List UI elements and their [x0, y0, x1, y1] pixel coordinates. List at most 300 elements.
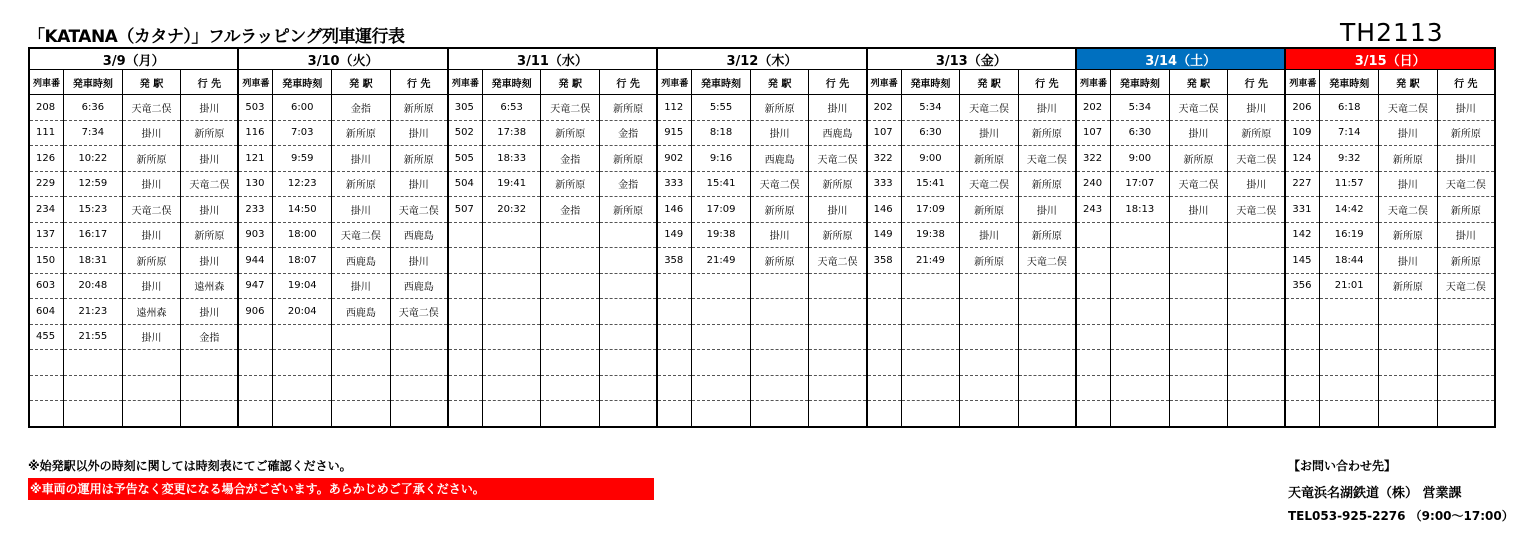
train-number-cell: 116 [238, 120, 273, 146]
train-number-cell [238, 350, 273, 376]
table-row [29, 299, 1495, 325]
departure-time-header: 発車時刻 [1111, 70, 1170, 95]
departure-time-cell [1111, 324, 1170, 350]
document-code: TH2113 [1340, 18, 1444, 47]
origin-cell: 天竜二俣 [332, 222, 391, 248]
destination-cell: 新所原 [390, 95, 448, 121]
origin-cell: 天竜二俣 [1379, 197, 1438, 223]
destination-cell [390, 401, 448, 427]
departure-time-cell: 18:44 [1320, 248, 1379, 274]
destination-cell: 天竜二俣 [809, 146, 867, 172]
destination-cell [1228, 375, 1286, 401]
destination-cell [600, 222, 658, 248]
train-number-cell [448, 222, 483, 248]
origin-cell: 天竜二俣 [541, 95, 600, 121]
day-header-row [29, 48, 1495, 70]
origin-cell [1379, 324, 1438, 350]
origin-cell [1379, 401, 1438, 427]
destination-cell: 新所原 [1018, 171, 1076, 197]
destination-header: 行 先 [1228, 70, 1286, 95]
train-number-cell [1285, 324, 1320, 350]
origin-cell [122, 350, 181, 376]
table-row [29, 401, 1495, 427]
train-number-cell [867, 375, 902, 401]
timetable [28, 47, 1496, 428]
departure-time-cell [482, 248, 541, 274]
destination-cell: 天竜二俣 [1437, 171, 1495, 197]
destination-cell [600, 401, 658, 427]
origin-cell: 新所原 [122, 146, 181, 172]
origin-cell: 掛川 [332, 146, 391, 172]
departure-time-cell [692, 350, 751, 376]
destination-cell: 西鹿島 [390, 222, 448, 248]
destination-cell: 掛川 [1437, 95, 1495, 121]
destination-cell [1018, 273, 1076, 299]
train-number-cell: 906 [238, 299, 273, 325]
origin-cell [960, 273, 1019, 299]
departure-time-cell: 9:59 [273, 146, 332, 172]
departure-time-cell [1111, 375, 1170, 401]
day-header: 3/14（土） [1076, 48, 1285, 70]
train-number-cell: 243 [1076, 197, 1111, 223]
departure-time-header: 発車時刻 [1320, 70, 1379, 95]
train-number-cell [867, 324, 902, 350]
train-number-cell: 124 [1285, 146, 1320, 172]
train-number-cell: 107 [867, 120, 902, 146]
table-row [29, 248, 1495, 274]
origin-cell: 掛川 [122, 324, 181, 350]
train-number-cell [657, 324, 692, 350]
train-number-cell: 121 [238, 146, 273, 172]
origin-cell [750, 375, 809, 401]
table-row [29, 222, 1495, 248]
origin-cell: 新所原 [1379, 273, 1438, 299]
departure-time-cell [692, 273, 751, 299]
train-number-cell [1285, 299, 1320, 325]
departure-time-cell [901, 324, 960, 350]
day-header: 3/11（水） [448, 48, 657, 70]
destination-cell: 掛川 [1018, 197, 1076, 223]
departure-time-header: 発車時刻 [64, 70, 123, 95]
destination-cell [809, 401, 867, 427]
destination-header: 行 先 [1437, 70, 1495, 95]
origin-cell [750, 324, 809, 350]
destination-cell: 新所原 [390, 146, 448, 172]
departure-time-cell: 6:00 [273, 95, 332, 121]
table-row [29, 350, 1495, 376]
departure-time-cell [482, 299, 541, 325]
train-number-cell: 505 [448, 146, 483, 172]
departure-time-cell: 18:00 [273, 222, 332, 248]
train-number-cell [1076, 350, 1111, 376]
departure-time-cell: 16:17 [64, 222, 123, 248]
destination-cell: 天竜二俣 [390, 197, 448, 223]
destination-cell: 新所原 [1437, 248, 1495, 274]
origin-cell: 新所原 [1169, 146, 1228, 172]
train-number-cell [448, 299, 483, 325]
origin-cell: 掛川 [960, 120, 1019, 146]
train-number-cell: 109 [1285, 120, 1320, 146]
destination-cell [390, 324, 448, 350]
departure-time-cell [692, 324, 751, 350]
departure-time-cell: 6:36 [64, 95, 123, 121]
origin-cell: 西鹿島 [332, 299, 391, 325]
train-number-cell [238, 375, 273, 401]
origin-cell: 新所原 [332, 171, 391, 197]
change-notice: ※車両の運用は予告なく変更になる場合がございます。あらかじめご了承ください。 [28, 478, 654, 500]
destination-cell: 新所原 [1018, 120, 1076, 146]
destination-cell [1228, 222, 1286, 248]
table-row [29, 197, 1495, 223]
timetable-body [29, 95, 1495, 427]
origin-cell [541, 401, 600, 427]
contact-heading: 【お問い合わせ先】 [1288, 459, 1397, 473]
origin-cell: 掛川 [122, 120, 181, 146]
destination-header: 行 先 [390, 70, 448, 95]
departure-time-cell [1111, 222, 1170, 248]
origin-cell: 金指 [332, 95, 391, 121]
destination-cell: 新所原 [181, 120, 239, 146]
destination-cell [600, 375, 658, 401]
table-row [29, 146, 1495, 172]
destination-cell: 掛川 [390, 120, 448, 146]
departure-time-cell: 18:31 [64, 248, 123, 274]
day-header: 3/10（火） [238, 48, 447, 70]
departure-time-cell [273, 375, 332, 401]
departure-time-cell [64, 401, 123, 427]
train-number-cell: 331 [1285, 197, 1320, 223]
train-number-cell [448, 350, 483, 376]
train-number-cell [1076, 401, 1111, 427]
origin-cell [750, 299, 809, 325]
departure-time-cell: 17:09 [692, 197, 751, 223]
destination-cell [1018, 350, 1076, 376]
train-number-cell [1076, 375, 1111, 401]
origin-cell [332, 324, 391, 350]
departure-time-cell [273, 350, 332, 376]
train-number-cell [1076, 273, 1111, 299]
departure-time-cell: 9:00 [1111, 146, 1170, 172]
train-number-cell [29, 401, 64, 427]
departure-time-cell: 17:38 [482, 120, 541, 146]
origin-cell: 天竜二俣 [960, 171, 1019, 197]
train-number-cell: 150 [29, 248, 64, 274]
destination-cell [600, 273, 658, 299]
origin-cell [750, 273, 809, 299]
destination-cell: 掛川 [181, 248, 239, 274]
destination-cell: 天竜二俣 [390, 299, 448, 325]
destination-cell [1228, 248, 1286, 274]
origin-header: 発 駅 [1379, 70, 1438, 95]
train-number-cell [657, 273, 692, 299]
departure-time-cell [1320, 375, 1379, 401]
destination-cell: 新所原 [1437, 120, 1495, 146]
departure-time-cell: 18:07 [273, 248, 332, 274]
train-number-cell: 322 [867, 146, 902, 172]
day-header: 3/12（木） [657, 48, 866, 70]
train-number-cell: 234 [29, 197, 64, 223]
departure-time-cell: 14:42 [1320, 197, 1379, 223]
train-number-cell: 603 [29, 273, 64, 299]
train-number-cell [238, 324, 273, 350]
destination-cell: 掛川 [390, 171, 448, 197]
origin-cell: 天竜二俣 [750, 171, 809, 197]
origin-cell: 新所原 [960, 146, 1019, 172]
train-number-cell: 502 [448, 120, 483, 146]
train-number-cell [448, 324, 483, 350]
destination-cell: 新所原 [600, 95, 658, 121]
origin-cell: 掛川 [750, 120, 809, 146]
train-number-cell: 227 [1285, 171, 1320, 197]
train-number-cell: 233 [238, 197, 273, 223]
train-number-cell: 356 [1285, 273, 1320, 299]
destination-cell: 新所原 [181, 222, 239, 248]
contact-phone: TEL053-925-2276 （9:00～17:00） [1288, 509, 1514, 523]
train-number-header: 列車番 [1285, 70, 1320, 95]
train-number-cell: 111 [29, 120, 64, 146]
destination-cell: 金指 [181, 324, 239, 350]
train-number-cell [1076, 299, 1111, 325]
departure-time-cell: 17:09 [901, 197, 960, 223]
train-number-cell: 142 [1285, 222, 1320, 248]
train-number-cell: 333 [867, 171, 902, 197]
destination-cell [809, 273, 867, 299]
departure-time-cell: 6:18 [1320, 95, 1379, 121]
departure-time-cell: 21:49 [692, 248, 751, 274]
destination-cell: 掛川 [1437, 146, 1495, 172]
origin-cell [1169, 401, 1228, 427]
train-number-header: 列車番 [448, 70, 483, 95]
train-number-cell: 126 [29, 146, 64, 172]
destination-header: 行 先 [1018, 70, 1076, 95]
destination-cell [1018, 375, 1076, 401]
departure-time-cell [482, 273, 541, 299]
origin-cell: 掛川 [750, 222, 809, 248]
destination-cell [809, 350, 867, 376]
departure-time-cell: 16:19 [1320, 222, 1379, 248]
train-number-cell: 206 [1285, 95, 1320, 121]
origin-cell: 新所原 [750, 95, 809, 121]
table-row [29, 120, 1495, 146]
destination-cell: 新所原 [600, 146, 658, 172]
train-number-header: 列車番 [1076, 70, 1111, 95]
departure-time-cell: 12:23 [273, 171, 332, 197]
origin-cell: 掛川 [1379, 120, 1438, 146]
origin-cell: 掛川 [122, 222, 181, 248]
origin-cell: 新所原 [1379, 146, 1438, 172]
destination-cell [1018, 401, 1076, 427]
departure-time-cell [482, 324, 541, 350]
destination-cell: 新所原 [809, 222, 867, 248]
train-number-cell [238, 401, 273, 427]
departure-time-cell [482, 375, 541, 401]
train-number-cell: 507 [448, 197, 483, 223]
departure-time-cell: 5:55 [692, 95, 751, 121]
destination-cell: 新所原 [1437, 197, 1495, 223]
train-number-cell: 146 [657, 197, 692, 223]
destination-cell: 掛川 [390, 248, 448, 274]
origin-cell [960, 375, 1019, 401]
departure-time-cell [901, 401, 960, 427]
origin-cell [122, 375, 181, 401]
table-row [29, 95, 1495, 121]
day-header: 3/13（金） [867, 48, 1076, 70]
destination-cell: 遠州森 [181, 273, 239, 299]
origin-cell: 天竜二俣 [122, 95, 181, 121]
origin-cell: 天竜二俣 [122, 197, 181, 223]
origin-cell: 西鹿島 [750, 146, 809, 172]
origin-cell [960, 350, 1019, 376]
departure-time-cell: 9:00 [901, 146, 960, 172]
origin-cell [1169, 222, 1228, 248]
origin-cell [960, 401, 1019, 427]
departure-time-cell: 6:30 [1111, 120, 1170, 146]
departure-time-cell [1111, 350, 1170, 376]
departure-time-cell [901, 375, 960, 401]
departure-time-cell: 6:53 [482, 95, 541, 121]
departure-time-cell [482, 401, 541, 427]
table-row [29, 171, 1495, 197]
departure-time-cell: 20:04 [273, 299, 332, 325]
destination-cell [1228, 299, 1286, 325]
origin-cell: 西鹿島 [332, 248, 391, 274]
departure-time-cell [901, 350, 960, 376]
origin-cell [541, 248, 600, 274]
train-number-cell: 358 [657, 248, 692, 274]
origin-cell: 掛川 [1169, 120, 1228, 146]
destination-cell [1437, 401, 1495, 427]
origin-cell [541, 299, 600, 325]
departure-time-cell [901, 299, 960, 325]
destination-cell: 新所原 [1018, 222, 1076, 248]
departure-time-cell: 12:59 [64, 171, 123, 197]
departure-time-cell: 6:30 [901, 120, 960, 146]
origin-cell: 金指 [541, 146, 600, 172]
departure-time-cell: 18:13 [1111, 197, 1170, 223]
train-number-cell [867, 401, 902, 427]
departure-time-cell [1320, 324, 1379, 350]
departure-time-cell: 21:55 [64, 324, 123, 350]
destination-cell [1018, 324, 1076, 350]
destination-cell: 西鹿島 [809, 120, 867, 146]
origin-cell: 新所原 [960, 197, 1019, 223]
origin-header: 発 駅 [1169, 70, 1228, 95]
departure-time-cell [273, 324, 332, 350]
departure-time-cell: 9:16 [692, 146, 751, 172]
origin-header: 発 駅 [960, 70, 1019, 95]
departure-time-header: 発車時刻 [692, 70, 751, 95]
departure-time-cell: 9:32 [1320, 146, 1379, 172]
destination-cell: 掛川 [181, 95, 239, 121]
departure-time-cell [482, 350, 541, 376]
destination-cell: 掛川 [1018, 95, 1076, 121]
origin-cell: 新所原 [541, 171, 600, 197]
origin-cell: 天竜二俣 [960, 95, 1019, 121]
destination-cell: 金指 [600, 120, 658, 146]
destination-cell [181, 401, 239, 427]
departure-time-cell [64, 350, 123, 376]
departure-time-cell: 11:57 [1320, 171, 1379, 197]
departure-time-cell [1320, 401, 1379, 427]
origin-cell [332, 375, 391, 401]
train-number-cell: 149 [657, 222, 692, 248]
origin-cell: 天竜二俣 [1379, 95, 1438, 121]
departure-time-cell [692, 375, 751, 401]
destination-cell [809, 324, 867, 350]
departure-time-cell: 7:34 [64, 120, 123, 146]
train-number-cell [867, 350, 902, 376]
origin-header: 発 駅 [122, 70, 181, 95]
departure-time-cell: 20:48 [64, 273, 123, 299]
train-number-cell [448, 401, 483, 427]
train-number-cell: 902 [657, 146, 692, 172]
origin-cell: 天竜二俣 [1169, 171, 1228, 197]
origin-cell [122, 401, 181, 427]
train-number-cell: 137 [29, 222, 64, 248]
origin-cell: 掛川 [332, 197, 391, 223]
column-header-row [29, 70, 1495, 95]
origin-cell [1169, 350, 1228, 376]
origin-cell [541, 273, 600, 299]
destination-cell: 掛川 [809, 95, 867, 121]
origin-cell: 掛川 [332, 273, 391, 299]
origin-cell [332, 401, 391, 427]
table-row [29, 324, 1495, 350]
destination-cell: 天竜二俣 [1018, 146, 1076, 172]
origin-cell: 掛川 [1169, 197, 1228, 223]
origin-cell: 新所原 [750, 248, 809, 274]
table-row [29, 375, 1495, 401]
train-number-cell [448, 375, 483, 401]
departure-time-cell [1320, 350, 1379, 376]
train-number-cell: 145 [1285, 248, 1320, 274]
departure-time-cell [692, 299, 751, 325]
departure-time-cell: 8:18 [692, 120, 751, 146]
train-number-cell: 455 [29, 324, 64, 350]
destination-header: 行 先 [600, 70, 658, 95]
train-number-cell [657, 401, 692, 427]
origin-cell: 新所原 [750, 197, 809, 223]
origin-cell: 新所原 [960, 248, 1019, 274]
origin-cell [541, 375, 600, 401]
departure-time-cell [64, 375, 123, 401]
departure-time-cell: 7:14 [1320, 120, 1379, 146]
departure-time-cell [1111, 248, 1170, 274]
timetable-note: ※始発駅以外の時刻に関しては時刻表にてご確認ください。 [28, 459, 352, 473]
train-number-cell [448, 248, 483, 274]
destination-cell: 新所原 [600, 197, 658, 223]
train-number-cell [29, 375, 64, 401]
train-number-cell: 915 [657, 120, 692, 146]
origin-cell: 掛川 [1379, 248, 1438, 274]
departure-time-cell: 21:49 [901, 248, 960, 274]
train-number-cell [1285, 350, 1320, 376]
train-number-cell [1076, 324, 1111, 350]
train-number-cell: 358 [867, 248, 902, 274]
destination-cell [809, 375, 867, 401]
departure-time-cell: 21:23 [64, 299, 123, 325]
departure-time-cell: 14:50 [273, 197, 332, 223]
page-title: 「KATANA（カタナ）」フルラッピング列車運行表 [28, 27, 405, 47]
destination-cell [1228, 324, 1286, 350]
departure-time-cell: 19:38 [692, 222, 751, 248]
destination-cell: 掛川 [181, 197, 239, 223]
origin-cell: 新所原 [122, 248, 181, 274]
origin-cell [332, 350, 391, 376]
destination-cell [390, 350, 448, 376]
destination-cell: 天竜二俣 [1018, 248, 1076, 274]
destination-cell: 新所原 [1228, 120, 1286, 146]
